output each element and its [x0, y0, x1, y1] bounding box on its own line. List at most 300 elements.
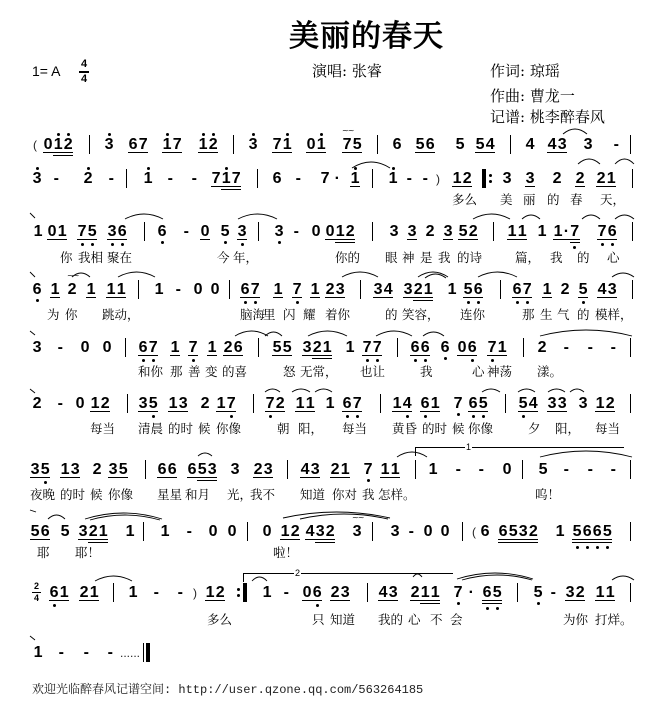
note: 1 — [305, 395, 315, 412]
note-group — [325, 224, 355, 243]
note: 3 — [70, 461, 80, 478]
lyric: 无常， — [300, 364, 338, 379]
note-group — [240, 282, 260, 298]
lyric: 的诗 — [457, 250, 483, 265]
note: 3 — [263, 461, 273, 478]
lyric: 和你 — [138, 364, 164, 379]
note: 1 — [86, 281, 96, 298]
note: 3 — [607, 281, 617, 298]
note: 5 — [282, 339, 292, 356]
lyric: 你的 — [335, 250, 361, 265]
lyric: 知道 — [330, 612, 356, 627]
note: 7 — [363, 461, 373, 478]
score-row — [0, 340, 668, 360]
note: 7 — [231, 171, 241, 190]
lyric: 笑容， — [402, 307, 440, 322]
note: 3 — [373, 281, 383, 298]
note: 1 — [143, 170, 153, 187]
note: 1 — [350, 170, 360, 187]
note-group — [60, 524, 70, 539]
note: 1 — [59, 584, 69, 601]
note: 5 — [538, 461, 548, 478]
note-group — [230, 462, 240, 477]
barline-single — [380, 394, 381, 413]
note-group — [75, 396, 85, 411]
lyric: 打烊。 — [595, 612, 633, 627]
lyric: 气 — [557, 307, 570, 322]
note-group — [302, 340, 332, 359]
score-row — [0, 462, 668, 482]
lyric: 候 — [452, 421, 465, 436]
note-group — [295, 171, 302, 186]
note: 5 — [533, 584, 543, 601]
note-group — [138, 340, 158, 356]
note: 6 — [582, 524, 592, 543]
note: 0 — [75, 395, 85, 412]
lyric: 星星 — [157, 487, 183, 502]
song-title: 美丽的春天 — [289, 19, 444, 54]
note-group — [507, 224, 527, 240]
note-group — [352, 524, 362, 539]
note: 7 — [77, 223, 87, 240]
note-group — [30, 524, 50, 540]
note-group — [175, 282, 182, 297]
lyric: 聚在 — [107, 250, 133, 265]
lyric: 我 — [362, 487, 375, 502]
note: 3 — [389, 223, 399, 240]
note-group — [30, 462, 50, 478]
lyric: 生 — [540, 307, 553, 322]
lyric: 善 — [188, 364, 201, 379]
note: 6 — [240, 281, 250, 298]
barline-single — [397, 338, 398, 357]
footer-note: 欢迎光临醉春风记谱空间: http://user.qzone.qq.com/563264185 — [32, 683, 424, 697]
note: 6 — [440, 339, 450, 356]
dash: - — [186, 523, 192, 540]
note: 2 — [208, 136, 218, 153]
note-group — [575, 171, 585, 187]
note: 2 — [275, 395, 285, 412]
note: 7 — [320, 170, 330, 187]
note-group — [325, 396, 335, 411]
score-row — [0, 137, 668, 157]
note-group — [463, 282, 483, 298]
note: 2 — [325, 524, 335, 543]
barline-single — [233, 135, 234, 154]
note: 6 — [32, 281, 42, 298]
lyric: 我 — [438, 250, 451, 265]
note-group — [60, 462, 80, 478]
note-group — [389, 224, 399, 239]
note: 5 — [463, 281, 473, 298]
volta-number: 2 — [295, 568, 301, 578]
barline-single — [126, 169, 127, 188]
note: 5 — [602, 524, 612, 543]
dash: - — [587, 339, 593, 356]
lyric: 的喜 — [222, 364, 248, 379]
note: 1 — [605, 584, 615, 601]
lyric: 我不 — [250, 487, 276, 502]
lyric: 你像 — [216, 421, 242, 436]
barline-single — [360, 280, 361, 299]
note: 3 — [578, 395, 588, 412]
note: 1 — [430, 395, 440, 412]
note-group — [597, 282, 617, 298]
note: 1 — [128, 584, 138, 601]
note: 4 — [305, 523, 315, 540]
lyric: 里 — [263, 307, 276, 322]
note-group — [408, 524, 415, 539]
dash: - — [408, 523, 414, 540]
note-group — [453, 585, 463, 600]
note-group — [227, 524, 237, 539]
note-group — [262, 585, 272, 600]
barline-single — [632, 169, 633, 188]
barline-single — [522, 460, 523, 479]
note-group — [293, 224, 300, 239]
barline-single — [138, 280, 139, 299]
note: 7 — [487, 339, 497, 356]
note: 7 — [226, 395, 236, 412]
note: 6 — [187, 461, 197, 478]
barline-single — [145, 460, 146, 479]
note: 1 — [537, 223, 547, 240]
note-group — [363, 462, 373, 477]
note-group — [410, 585, 440, 604]
note-group — [428, 462, 438, 477]
note-group — [553, 224, 580, 243]
note: 1 — [447, 281, 457, 298]
note: 2 — [32, 395, 42, 412]
note: 3 — [335, 281, 345, 298]
note-group — [205, 585, 225, 601]
note: 7 — [372, 339, 382, 356]
note-group — [220, 224, 230, 239]
note-group — [53, 171, 60, 186]
note: 0 — [210, 281, 220, 298]
note: 7 — [522, 281, 532, 298]
note: 3 — [30, 461, 40, 478]
lyrics-line — [0, 488, 668, 504]
note: 4 — [485, 136, 495, 153]
note: 1 — [606, 170, 616, 187]
note-group — [311, 224, 321, 239]
dash: - — [610, 339, 616, 356]
note: 2 — [552, 170, 562, 187]
score-row — [0, 645, 668, 665]
lyric: 清晨 — [138, 421, 164, 436]
note: 2 — [88, 524, 98, 543]
note: 2 — [462, 170, 472, 187]
note: 7 — [272, 136, 282, 153]
note-group — [107, 645, 114, 660]
note-group — [273, 282, 283, 298]
note-group — [160, 524, 170, 539]
note-group — [210, 282, 220, 297]
note-group — [403, 282, 433, 301]
note-group — [560, 282, 570, 297]
lyric: 连你 — [460, 307, 486, 322]
lyric: 是 — [420, 250, 433, 265]
note: 2 — [575, 170, 585, 187]
note: 7 — [570, 224, 580, 243]
note-group — [302, 585, 322, 601]
note: 3 — [32, 170, 42, 187]
barline-single — [367, 583, 368, 602]
note: 6 — [473, 281, 483, 298]
note: 0 — [423, 523, 433, 540]
note-group — [452, 171, 472, 187]
lyric: 眼 — [385, 250, 398, 265]
note-group — [186, 524, 193, 539]
note-group — [265, 396, 285, 412]
note-group — [90, 396, 110, 412]
barline-single — [500, 280, 501, 299]
lyric: 春 — [570, 192, 583, 207]
note-group — [107, 224, 127, 240]
note-group — [525, 137, 535, 152]
note-group — [200, 224, 210, 240]
note-group — [547, 396, 567, 412]
note-group — [79, 585, 99, 601]
note-group — [32, 396, 42, 411]
note-group — [388, 171, 398, 186]
note: 3 — [403, 281, 413, 298]
lyric: 你对 — [332, 487, 358, 502]
note-group — [345, 340, 355, 355]
lyric: 跳动， — [102, 307, 140, 322]
note: 6 — [233, 339, 243, 356]
note: 5 — [572, 524, 582, 543]
note-group — [211, 171, 241, 190]
note: 3 — [388, 584, 398, 601]
note: 5 — [118, 461, 128, 478]
lyric: 的 — [577, 250, 590, 265]
dash: - — [478, 461, 484, 478]
note-group — [300, 462, 320, 478]
note-group — [295, 396, 315, 412]
note: 6 — [167, 461, 177, 478]
note: 7 — [453, 584, 463, 601]
note-group — [537, 224, 547, 239]
note: ~~ 3 — [352, 524, 362, 539]
note-group — [443, 224, 453, 240]
note: 1 — [216, 395, 226, 412]
note-group — [542, 282, 552, 298]
note: 4 — [528, 395, 538, 412]
barline-single — [143, 522, 144, 541]
note: 1 — [553, 223, 563, 240]
note: 7 — [172, 136, 182, 153]
note: 2 — [468, 223, 478, 240]
note-group — [108, 171, 115, 186]
note-group — [587, 462, 594, 477]
note-group — [83, 171, 93, 186]
note: 1 — [98, 524, 108, 543]
note: 5 — [197, 462, 207, 481]
note: 2 — [560, 281, 570, 298]
note: 0 — [193, 281, 203, 298]
lyric: 的时 — [422, 421, 448, 436]
note: 7 — [597, 223, 607, 240]
lyric: 今 — [217, 250, 230, 265]
note: 1 — [392, 395, 402, 412]
note: 7 — [362, 339, 372, 356]
note: 3 — [557, 136, 567, 153]
barline-single — [632, 222, 633, 241]
note: 2 — [79, 584, 89, 601]
lyric: 的 — [577, 307, 590, 322]
note-group — [325, 282, 345, 298]
note-group — [475, 137, 495, 153]
barline-single — [144, 222, 145, 241]
note: 1 — [310, 281, 320, 298]
note-group — [43, 137, 73, 156]
note: 3 — [557, 395, 567, 412]
barline-repeat-start — [482, 169, 493, 188]
lyric: 候 — [198, 421, 211, 436]
note: 1 — [33, 644, 43, 661]
note: 3 — [525, 170, 535, 187]
note: 1 — [423, 282, 433, 301]
note: 6 — [498, 524, 508, 543]
note-group — [512, 282, 532, 298]
note: 1 — [160, 523, 170, 540]
note: 2 — [330, 461, 340, 478]
lyrics-line — [0, 365, 668, 381]
dash: - — [406, 170, 412, 187]
note: 5 — [508, 524, 518, 543]
note: 1 — [452, 170, 462, 187]
note-group — [525, 171, 535, 187]
note-group — [468, 585, 475, 600]
note: 2 — [413, 282, 423, 301]
note-group — [32, 340, 42, 355]
note-group — [57, 396, 64, 411]
note-group — [597, 224, 617, 240]
dash: - — [455, 461, 461, 478]
note-group — [455, 137, 465, 152]
note: 3 — [78, 523, 88, 540]
lyric: 漾。 — [537, 364, 563, 379]
note-group — [390, 524, 400, 539]
barline-single — [113, 583, 114, 602]
lyric: 那 — [522, 307, 535, 322]
note-group — [272, 171, 282, 186]
note-group — [458, 224, 478, 240]
note: 3 — [565, 584, 575, 601]
lyric: 只 — [312, 612, 325, 627]
note: 3 — [310, 461, 320, 478]
barline-single — [523, 338, 524, 357]
note: 3 — [178, 395, 188, 412]
lyric: 神 — [402, 250, 415, 265]
barline-single — [372, 169, 373, 188]
note-group — [33, 645, 43, 660]
note: 6 — [312, 584, 322, 601]
note: 1 — [430, 585, 440, 604]
note: 0 — [325, 223, 335, 240]
note: 2 — [83, 170, 93, 187]
lyric: 每当 — [342, 421, 368, 436]
note-group — [392, 396, 412, 412]
lyric: 闪 — [283, 307, 296, 322]
lyric: 知道 — [300, 487, 326, 502]
note-group — [128, 585, 138, 600]
lyric: 我相 — [78, 250, 104, 265]
note: 7 — [211, 170, 221, 187]
note-group — [216, 396, 236, 412]
note: 2 — [253, 461, 263, 478]
score-row — [0, 282, 668, 302]
note: 1 — [221, 171, 231, 190]
note: 3 — [107, 223, 117, 240]
note-group — [188, 340, 198, 356]
lyric: 脑海 — [240, 307, 266, 322]
score-row — [0, 581, 668, 605]
lyricist-credit: 作词: 琼瑶 — [490, 62, 560, 80]
note: 0 — [306, 136, 316, 153]
note: 1 — [154, 281, 164, 298]
note: 5 — [492, 585, 502, 604]
note-group — [555, 524, 565, 539]
note: 0 — [502, 461, 512, 478]
note: 1 — [106, 281, 116, 298]
note-group — [595, 396, 615, 412]
note-group — [78, 524, 108, 543]
note-group — [440, 524, 450, 539]
note: 6 — [512, 281, 522, 298]
note-group — [587, 340, 594, 355]
note-group — [415, 137, 435, 153]
note-group — [330, 462, 350, 478]
note-group — [550, 585, 557, 600]
dash: - — [108, 170, 114, 187]
note-group — [310, 282, 320, 298]
lyric: 我 — [550, 250, 563, 265]
note-group — [478, 462, 485, 477]
note: 3 — [248, 136, 258, 153]
note: 0 — [102, 339, 112, 356]
augmentation-dot: · — [563, 223, 570, 240]
note: 0 — [208, 523, 218, 540]
dash: - — [175, 281, 181, 298]
dash: - — [610, 461, 616, 478]
note: 1 — [388, 170, 398, 187]
note: 2 — [312, 340, 322, 359]
note: 6 — [272, 170, 282, 187]
note: 1 — [497, 339, 507, 356]
note: 6 — [467, 339, 477, 356]
note-group — [208, 524, 218, 539]
note-group — [420, 396, 440, 412]
lyric: 神荡 — [487, 364, 513, 379]
note-group — [162, 137, 182, 153]
barline-single — [505, 394, 506, 413]
note: 6 — [592, 524, 602, 543]
lyric: 啦！ — [273, 545, 299, 560]
note-group — [58, 645, 65, 660]
note-group — [572, 524, 612, 543]
note-group — [47, 224, 67, 240]
note-group — [378, 585, 398, 601]
composer-credit: 作曲: 曹龙一 — [490, 87, 575, 105]
note-group — [283, 585, 290, 600]
lyrics-line — [0, 422, 668, 438]
note: 2 — [215, 584, 225, 601]
note-group — [423, 524, 433, 539]
note-group — [102, 340, 112, 355]
